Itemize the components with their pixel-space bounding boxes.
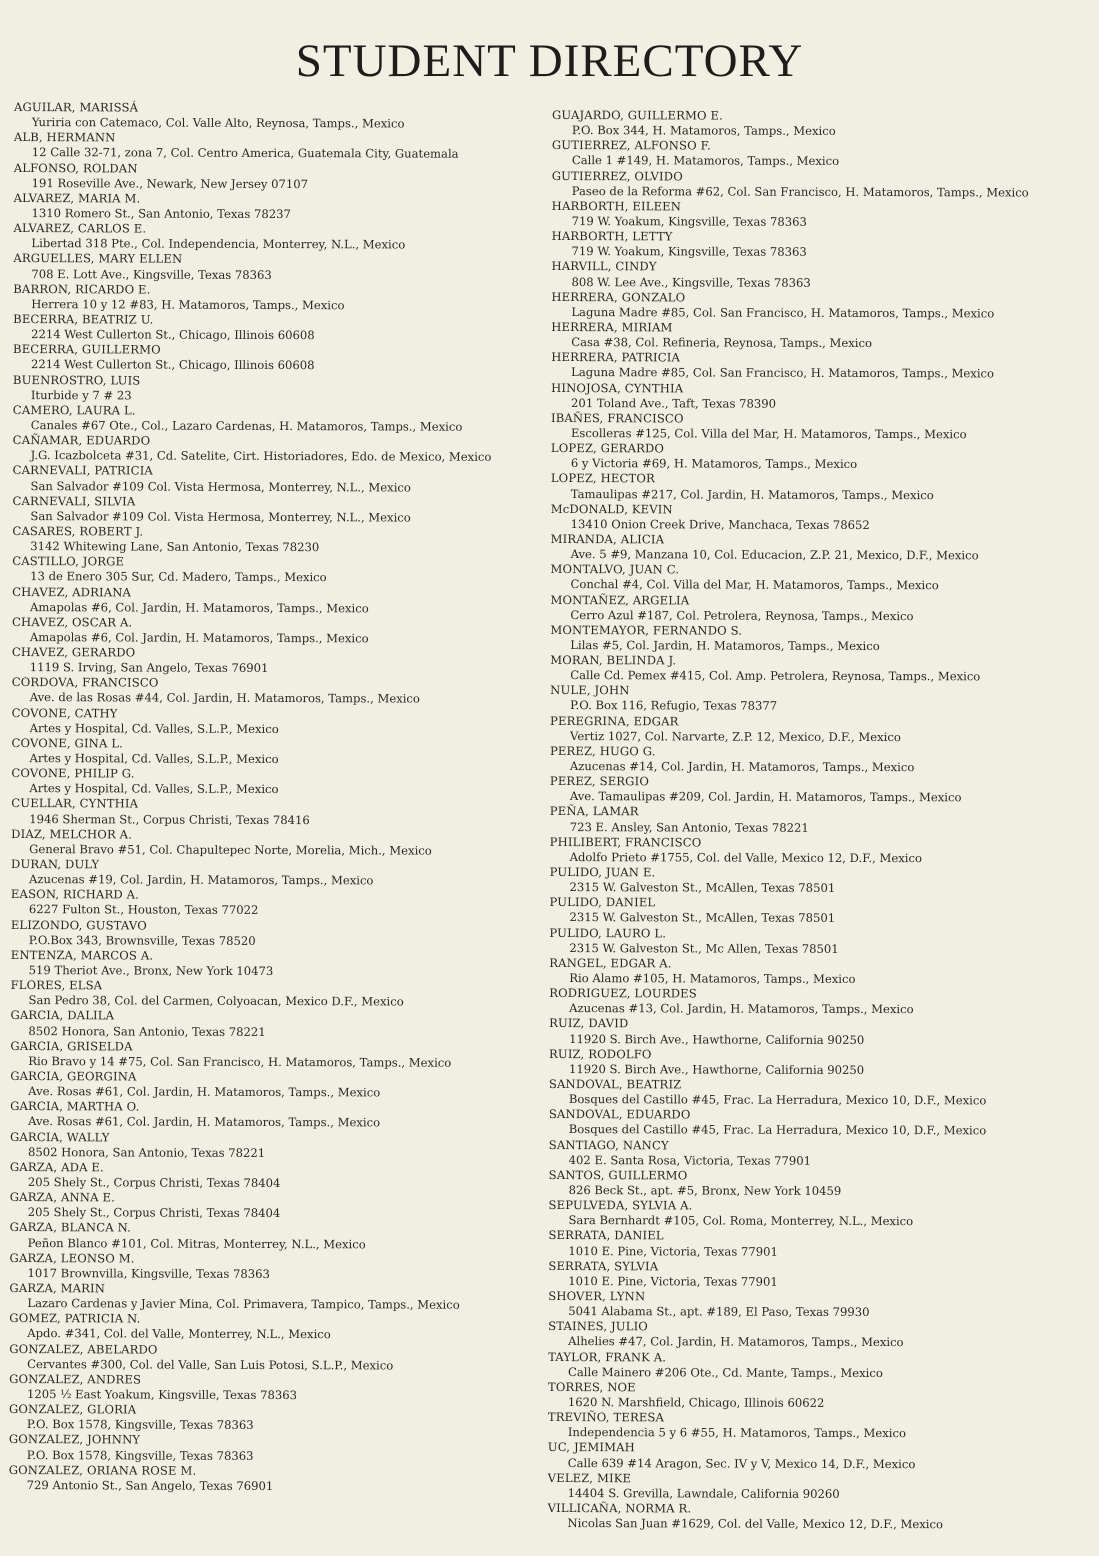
directory-entry	[548, 1410, 1088, 1442]
directory-entry	[11, 978, 551, 1010]
directory-entry	[551, 259, 1091, 291]
directory-entry	[550, 653, 1090, 685]
directory-entry	[9, 1463, 549, 1495]
directory-entry	[551, 532, 1091, 564]
student-address: P.O. Box 1578, Kingsville, Texas 78363	[26, 1417, 254, 1433]
directory-entry	[12, 463, 552, 495]
directory-entry	[11, 918, 551, 950]
directory-entry	[11, 887, 551, 919]
student-name: GONZALEZ, ORIANA ROSE M.	[8, 1462, 197, 1478]
student-name: ENTENZA, MARCOS A.	[10, 947, 154, 963]
student-address: Artes y Hospital, Cd. Valles, S.L.P., Mexico	[29, 751, 279, 767]
directory-entry	[548, 1440, 1088, 1472]
student-address: 191 Roseville Ave., Newark, New Jersey 07107	[31, 175, 309, 191]
student-address: 11920 S. Birch Ave., Hawthorne, California 90250	[568, 1061, 865, 1077]
student-address: 13410 Onion Creek Drive, Manchaca, Texas 78652	[570, 516, 870, 532]
student-address: Conchal #4, Col. Villa del Mar, H. Matamoros, Tamps., Mexico	[570, 577, 939, 593]
student-name: GARZA, BLANCA N.	[9, 1220, 132, 1235]
student-address: Laguna Madre #85, Col. San Francisco, H. Matamoros, Tamps., Mexico	[571, 365, 995, 381]
directory-entry	[10, 1160, 550, 1192]
directory-entry	[14, 161, 554, 193]
student-address: Azucenas #13, Col. Jardin, H. Matamoros, Tamps., Mexico	[569, 1001, 914, 1017]
directory-entry	[11, 948, 551, 980]
student-name: SANTIAGO, NANCY	[548, 1137, 669, 1152]
student-name: PEREZ, SERGIO	[549, 774, 650, 789]
student-address: 719 W. Yoakum, Kingsville, Texas 78363	[571, 214, 807, 229]
student-name: BARRON, RICARDO E.	[13, 281, 151, 297]
student-name: GARCIA, DALILA	[10, 1008, 115, 1023]
student-name: BECERRA, GUILLERMO	[13, 342, 161, 357]
student-name: BECERRA, BEATRIZ U.	[13, 311, 154, 327]
student-address: Libertad 318 Pte., Col. Independencia, Monterrey, N.L., Mexico	[31, 236, 406, 252]
student-name: CORDOVA, FRANCISCO	[11, 675, 159, 690]
page-title: STUDENT DIRECTORY	[295, 35, 804, 87]
student-name: RUIZ, RODOLFO	[549, 1046, 652, 1062]
student-name: McDONALD, KEVIN	[550, 501, 673, 517]
student-name: CHAVEZ, ADRIANA	[12, 584, 132, 599]
student-name: ARGUELLES, MARY ELLEN	[13, 251, 183, 267]
student-name: GUAJARDO, GUILLERMO E.	[551, 108, 724, 123]
student-address: Azucenas #19, Col. Jardin, H. Matamoros, Tamps., Mexico	[28, 872, 374, 888]
student-name: HINOJOSA, CYNTHIA	[551, 380, 684, 395]
directory-entry	[551, 502, 1091, 534]
student-name: GONZALEZ, ANDRES	[9, 1371, 142, 1387]
directory-entry	[549, 926, 1089, 958]
directory-entry	[549, 1077, 1089, 1109]
student-address: Calle 1 #149, H. Matamoros, Tamps., Mexico	[571, 153, 840, 169]
directory-entry	[9, 1432, 549, 1464]
student-address: Nicolas San Juan #1629, Col. del Valle, Mexico 12, D.F., Mexico	[567, 1516, 943, 1532]
student-address: 1017 Brownvilla, Kingsville, Texas 78363	[27, 1265, 270, 1281]
student-address: Apdo. #341, Col. del Valle, Monterrey, N.L., Mexico	[27, 1326, 331, 1342]
directory-entry	[550, 683, 1090, 715]
directory-entry	[12, 706, 552, 738]
student-name: HERRERA, MIRIAM	[551, 319, 673, 335]
student-name: SANDOVAL, EDUARDO	[548, 1107, 691, 1122]
student-name: VILLICAÑA, NORMA R.	[547, 1500, 692, 1516]
student-name: UC, JEMIMAH	[547, 1440, 635, 1455]
directory-entry	[9, 1372, 549, 1404]
student-address: Artes y Hospital, Cd. Valles, S.L.P., Mexico	[29, 720, 279, 736]
student-address: 1010 E. Pine, Victoria, Texas 77901	[568, 1243, 778, 1259]
student-address: Canales #67 Ote., Col., Lazaro Cardenas, H. Matamoros, Tamps., Mexico	[30, 418, 463, 434]
student-address: J.G. Icazbolceta #31, Cd. Satelite, Cirt. Historiadores, Edo. de Mexico, Mexico	[30, 448, 492, 465]
directory-entry	[14, 191, 554, 223]
directory-entry	[550, 835, 1090, 867]
student-name: GOMEZ, PATRICIA N.	[9, 1311, 141, 1326]
directory-entry	[13, 282, 553, 314]
student-name: DURAN, DULY	[11, 857, 100, 872]
student-address: Bosques del Castillo #45, Frac. La Herradura, Mexico 10, D.F., Mexico	[568, 1122, 987, 1138]
student-address: Azucenas #14, Col. Jardin, H. Matamoros, Tamps., Mexico	[569, 759, 915, 775]
student-name: MORAN, BELINDA J.	[550, 653, 677, 668]
student-name: GONZALEZ, ABELARDO	[9, 1341, 158, 1357]
student-name: MONTEMAYOR, FERNANDO S.	[550, 622, 743, 638]
directory-entry	[548, 1501, 1088, 1533]
directory-entry	[549, 986, 1089, 1018]
directory-entry	[11, 796, 551, 828]
student-address: 205 Shely St., Corpus Christi, Texas 78404	[27, 1205, 281, 1221]
directory-entry	[12, 554, 552, 586]
directory-entry	[9, 1311, 549, 1343]
directory-entry	[10, 1099, 550, 1131]
student-address: Iturbide y 7 # 23	[30, 387, 132, 403]
directory-entry	[550, 774, 1090, 806]
student-address: 12 Calle 32-71, zona 7, Col. Centro America, Guatemala City, Guatemala	[31, 145, 459, 162]
student-address: 1205 ½ East Yoakum, Kingsville, Texas 78363	[27, 1387, 298, 1403]
directory-entry	[549, 1016, 1089, 1048]
directory-entry	[13, 221, 553, 253]
student-address: P.O. Box 1578, Kingsville, Texas 78363	[26, 1447, 254, 1463]
student-name: CAÑAMAR, EDUARDO	[12, 433, 151, 448]
student-name: ALVAREZ, CARLOS E.	[13, 221, 147, 236]
student-address: 1620 N. Marshfield, Chicago, Illinois 60622	[567, 1395, 825, 1410]
student-address: P.O. Box 344, H. Matamoros, Tamps., Mexico	[571, 123, 836, 139]
student-name: LOPEZ, HECTOR	[550, 471, 655, 486]
student-name: CUELLAR, CYNTHIA	[11, 796, 139, 811]
student-name: EASON, RICHARD A.	[10, 887, 140, 902]
student-name: GARZA, ADA E.	[9, 1159, 104, 1175]
student-name: RANGEL, EDGAR A.	[549, 955, 672, 971]
student-name: VELEZ, MIKE	[547, 1470, 632, 1485]
directory-entry	[550, 623, 1090, 655]
student-address: 14404 S. Grevilla, Lawndale, California 90260	[567, 1485, 840, 1501]
student-name: HARBORTH, LETTY	[551, 229, 673, 244]
student-name: ALB, HERMANN	[13, 130, 116, 145]
student-name: COVONE, PHILIP G.	[11, 766, 135, 781]
directory-entry	[551, 441, 1091, 473]
student-address: 2315 W. Galveston St., Mc Allen, Texas 78501	[569, 940, 839, 956]
student-name: CHAVEZ, GERARDO	[11, 645, 136, 660]
student-address: Amapolas #6, Col. Jardin, H. Matamoros, Tamps., Mexico	[30, 599, 369, 616]
directory-entry	[551, 471, 1091, 503]
student-address: San Pedro 38, Col. del Carmen, Colyoacan, Mexico D.F., Mexico	[28, 993, 404, 1009]
student-name: TORRES, NOE	[547, 1379, 636, 1395]
student-name: SHOVER, LYNN	[548, 1288, 646, 1304]
student-address: Tamaulipas #217, Col. Jardin, H. Matamoros, Tamps., Mexico	[570, 486, 934, 502]
student-address: 402 E. Santa Rosa, Victoria, Texas 77901	[568, 1152, 812, 1168]
student-name: CAMERO, LAURA L.	[12, 402, 136, 418]
student-name: GUTIERREZ, OLVIDO	[551, 168, 683, 183]
directory-entry	[549, 895, 1089, 927]
student-address: P.O. Box 116, Refugio, Texas 78377	[570, 698, 778, 714]
student-name: HERRERA, GONZALO	[551, 289, 686, 305]
student-name: HERRERA, PATRICIA	[551, 350, 681, 365]
student-address: 2315 W. Galveston St., McAllen, Texas 78501	[569, 880, 836, 896]
student-address: Artes y Hospital, Cd. Valles, S.L.P., Mexico	[29, 781, 279, 797]
student-address: 5041 Alabama St., apt. #189, El Paso, Texas 79930	[568, 1304, 870, 1320]
student-address: Ave. Rosas #61, Col. Jardin, H. Matamoros, Tamps., Mexico	[28, 1084, 381, 1100]
student-address: 1310 Romero St., San Antonio, Texas 78237	[31, 206, 291, 222]
student-name: RODRIGUEZ, LOURDES	[549, 986, 697, 1001]
directory-entry	[548, 1259, 1088, 1291]
directory-entry	[12, 524, 552, 556]
directory-entry	[548, 1289, 1088, 1321]
student-name: FLORES, ELSA	[10, 978, 103, 993]
student-address: 11920 S. Birch Ave., Hawthorne, California 90250	[569, 1031, 865, 1047]
directory-entry	[552, 229, 1092, 261]
student-address: 6227 Fulton St., Houston, Texas 77022	[28, 902, 259, 918]
directory-entry	[11, 736, 551, 768]
directory-entry	[9, 1281, 549, 1313]
directory-entry	[10, 1069, 550, 1101]
directory-entry	[10, 1130, 550, 1162]
student-name: GARCIA, MARTHA O.	[10, 1099, 140, 1114]
student-address: Alhelies #47, Col. Jardin, H. Matamoros, Tamps., Mexico	[568, 1334, 904, 1350]
student-address: 8502 Honora, San Antonio, Texas 78221	[28, 1023, 266, 1039]
student-address: P.O.Box 343, Brownsville, Texas 78520	[28, 932, 256, 948]
student-address: 1119 S. Irving, San Angelo, Texas 76901	[29, 660, 269, 676]
directory-entry	[13, 251, 553, 283]
student-address: 1010 E. Pine, Victoria, Texas 77901	[568, 1273, 778, 1289]
student-name: HARVILL, CINDY	[551, 259, 657, 274]
student-address: Laguna Madre #85, Col. San Francisco, H. Matamoros, Tamps., Mexico	[571, 304, 995, 321]
student-address: 808 W. Lee Ave., Kingsville, Texas 78363	[571, 274, 811, 290]
directory-entry	[550, 592, 1090, 624]
student-address: 6 y Victoria #69, H. Matamoros, Tamps., Mexico	[570, 456, 858, 472]
directory-entry	[13, 433, 553, 465]
directory-entry	[11, 827, 551, 859]
student-address: Cerro Azul #187, Col. Petrolera, Reynosa, Tamps., Mexico	[570, 607, 914, 623]
directory-entry	[551, 350, 1091, 382]
directory-entry	[12, 675, 552, 707]
directory-entry	[551, 320, 1091, 352]
directory-entry	[11, 766, 551, 798]
student-address: Sara Bernhardt #105, Col. Roma, Monterrey, N.L., Mexico	[568, 1213, 914, 1229]
directory-entry	[13, 312, 553, 344]
student-address: 519 Theriot Ave., Bronx, New York 10473	[28, 963, 274, 979]
student-address: 205 Shely St., Corpus Christi, Texas 78404	[27, 1175, 281, 1191]
directory-entry	[14, 100, 554, 132]
student-address: Cervantes #300, Col. del Valle, San Luis Potosi, S.L.P., Mexico	[27, 1356, 394, 1373]
student-address: Paseo de la Reforma #62, Col. San Francisco, H. Matamoros, Tamps., Mexico	[571, 183, 1029, 200]
student-address: 1946 Sherman St., Corpus Christi, Texas 78416	[29, 811, 310, 827]
student-name: MONTAÑEZ, ARGELIA	[550, 592, 690, 607]
directory-entry	[550, 865, 1090, 897]
student-address: 719 W. Yoakum, Kingsville, Texas 78363	[571, 244, 807, 260]
student-address: Ave. Tamaulipas #209, Col. Jardin, H. Matamoros, Tamps., Mexico	[569, 789, 962, 805]
student-address: San Salvador #109 Col. Vista Hermosa, Monterrey, N.L., Mexico	[30, 508, 411, 525]
student-address: Lilas #5, Col. Jardin, H. Matamoros, Tamps., Mexico	[570, 637, 880, 653]
student-name: GARCIA, GEORGINA	[10, 1068, 137, 1084]
student-name: SEPULVEDA, SYLVIA A.	[548, 1198, 693, 1213]
left-column	[9, 100, 554, 1495]
student-address: Herrera 10 y 12 #83, H. Matamoros, Tamps., Mexico	[31, 296, 345, 313]
directory-entry	[10, 1220, 550, 1252]
student-name: ELIZONDO, GUSTAVO	[10, 917, 147, 933]
directory-entry	[12, 494, 552, 526]
right-column	[548, 108, 1092, 1533]
student-name: NULE, JOHN	[550, 683, 630, 698]
directory-entry	[550, 744, 1090, 776]
student-name: LOPEZ, GERARDO	[550, 441, 665, 456]
student-name: GARCIA, GRISELDA	[10, 1038, 133, 1054]
student-name: AGUILAR, MARISSÁ	[13, 100, 139, 115]
directory-entry	[548, 1319, 1088, 1351]
student-address: 729 Antonio St., San Angelo, Texas 76901	[26, 1477, 274, 1493]
directory-entry	[10, 1190, 550, 1222]
directory-entry	[552, 169, 1092, 201]
student-name: PEREZ, HUGO G.	[549, 743, 656, 759]
student-address: Yuriria con Catemaco, Col. Valle Alto, Reynosa, Tamps., Mexico	[31, 115, 405, 131]
student-name: ALFONSO, ROLDAN	[13, 160, 138, 176]
directory-entry	[548, 1350, 1088, 1382]
student-name: CHAVEZ, OSCAR A.	[11, 614, 133, 630]
directory-entry	[552, 138, 1092, 170]
student-name: RUIZ, DAVID	[549, 1016, 629, 1031]
directory-entry	[548, 1198, 1088, 1230]
student-name: GONZALEZ, JOHNNY	[8, 1432, 141, 1447]
directory-entry	[549, 1107, 1089, 1139]
directory-entry	[549, 1138, 1089, 1170]
student-name: CARNEVALI, SILVIA	[12, 493, 136, 509]
student-name: GARZA, LEONSO M.	[9, 1250, 135, 1266]
student-name: SERRATA, DANIEL	[548, 1228, 664, 1243]
student-address: 2315 W. Galveston St., McAllen, Texas 78501	[569, 910, 836, 926]
student-name: GARZA, MARIN	[9, 1280, 106, 1296]
student-name: CARNEVALI, PATRICIA	[12, 463, 153, 478]
student-name: GUTIERREZ, ALFONSO F.	[551, 138, 711, 153]
student-name: GARCIA, WALLY	[9, 1129, 110, 1144]
student-name: STAINES, JULIO	[548, 1319, 649, 1334]
directory-entry	[13, 373, 553, 405]
student-name: SERRATA, SYLVIA	[548, 1258, 659, 1274]
student-name: TREVIÑO, TERESA	[547, 1410, 665, 1425]
student-address: 723 E. Ansley, San Antonio, Texas 78221	[569, 819, 809, 835]
directory-entry	[551, 411, 1091, 443]
directory-entry	[549, 1168, 1089, 1200]
student-name: PULIDO, LAURO L.	[549, 925, 667, 940]
student-address: 201 Toland Ave., Taft, Texas 78390	[571, 395, 777, 411]
directory-entry	[550, 714, 1090, 746]
directory-entry	[552, 199, 1092, 231]
student-name: BUENROSTRO, LUIS	[12, 372, 141, 388]
directory-entry	[13, 342, 553, 374]
directory-entry	[12, 584, 552, 616]
directory-entry	[12, 615, 552, 647]
directory-entry	[550, 562, 1090, 594]
directory-entry	[10, 1008, 550, 1040]
student-address: Casa #38, Col. Refineria, Reynosa, Tamps., Mexico	[571, 335, 873, 351]
student-name: COVONE, GINA L.	[11, 735, 124, 751]
student-name: PEÑA, LAMAR	[549, 804, 639, 819]
student-name: GARZA, ANNA E.	[9, 1190, 115, 1205]
student-address: Escolleras #125, Col. Villa del Mar, H. Matamoros, Tamps., Mexico	[570, 426, 967, 442]
directory-entry	[548, 1228, 1088, 1260]
directory-entry	[13, 403, 553, 435]
student-address: Amapolas #6, Col. Jardin, H. Matamoros, Tamps., Mexico	[29, 629, 369, 646]
student-address: Bosques del Castillo #45, Frac. La Herradura, Mexico 10, D.F., Mexico	[568, 1092, 987, 1108]
student-address: San Salvador #109 Col. Vista Hermosa, Monterrey, N.L., Mexico	[30, 478, 411, 495]
student-name: SANTOS, GUILLERMO	[548, 1167, 688, 1183]
directory-entry	[9, 1402, 549, 1434]
directory-entry	[549, 1047, 1089, 1079]
directory-entry	[548, 1471, 1088, 1503]
student-name: DIAZ, MELCHOR A.	[11, 826, 133, 842]
student-address: Adolfo Prieto #1755, Col. del Valle, Mexico 12, D.F., Mexico	[569, 849, 922, 866]
directory-entry	[548, 1380, 1088, 1412]
student-address: Independencia 5 y 6 #55, H. Matamoros, Tamps., Mexico	[567, 1425, 906, 1441]
student-name: PULIDO, JUAN E.	[549, 865, 656, 880]
directory-entry	[551, 381, 1091, 413]
student-address: Lazaro Cardenas y Javier Mina, Col. Primavera, Tampico, Tamps., Mexico	[27, 1296, 460, 1312]
student-address: Ave. 5 #9, Manzana 10, Col. Educacion, Z.P. 21, Mexico, D.F., Mexico	[570, 547, 979, 563]
directory-entry	[11, 857, 551, 889]
student-address: Ave. de las Rosas #44, Col. Jardin, H. Matamoros, Tamps., Mexico	[29, 690, 420, 707]
student-name: GONZALEZ, GLORIA	[8, 1402, 137, 1417]
directory-entry	[14, 130, 554, 162]
student-name: MIRANDA, ALICIA	[550, 531, 665, 547]
student-name: HARBORTH, EILEEN	[551, 198, 682, 214]
student-name: PHILIBERT, FRANCISCO	[549, 834, 702, 850]
student-name: COVONE, CATHY	[11, 705, 118, 721]
student-name: PEREGRINA, EDGAR	[550, 713, 679, 729]
student-address: 13 de Enero 305 Sur, Cd. Madero, Tamps., Mexico	[30, 569, 327, 585]
student-address: Rio Bravo y 14 #75, Col. San Francisco, H. Matamoros, Tamps., Mexico	[28, 1053, 452, 1070]
student-address: 2214 West Cullerton St., Chicago, Illinois 60608	[30, 357, 315, 373]
student-address: 3142 Whitewing Lane, San Antonio, Texas 78230	[30, 539, 320, 555]
student-name: TAYLOR, FRANK A.	[548, 1349, 667, 1364]
student-name: CASARES, ROBERT J.	[12, 523, 144, 539]
student-address: Ave. Rosas #61, Col. Jardin, H. Matamoros, Tamps., Mexico	[28, 1114, 381, 1130]
student-address: Rio Alamo #105, H. Matamoros, Tamps., Mexico	[569, 971, 856, 986]
student-address: Vertiz 1027, Col. Narvarte, Z.P. 12, Mexico, D.F., Mexico	[570, 728, 901, 744]
directory-entry	[552, 108, 1092, 140]
directory-entry	[9, 1342, 549, 1374]
student-address: Peñon Blanco #101, Col. Mitras, Monterrey, N.L., Mexico	[27, 1235, 366, 1251]
student-address: Calle Mainero #206 Ote., Cd. Mante, Tamps., Mexico	[568, 1364, 883, 1380]
directory-entry	[9, 1251, 549, 1283]
student-address: Calle 639 #14 Aragon, Sec. IV y V, Mexico 14, D.F., Mexico	[567, 1455, 916, 1471]
student-name: ALVAREZ, MARIA M.	[13, 190, 141, 206]
student-name: IBAÑES, FRANCISCO	[551, 410, 684, 426]
student-address: 2214 West Cullerton St., Chicago, Illinois 60608	[31, 327, 315, 343]
student-name: CASTILLO, JORGE	[12, 554, 125, 569]
directory-entry	[551, 290, 1091, 322]
student-address: Calle Cd. Pemex #415, Col. Amp. Petrolera, Reynosa, Tamps., Mexico	[570, 668, 981, 684]
student-name: SANDOVAL, BEATRIZ	[548, 1076, 682, 1092]
directory-entry	[12, 645, 552, 677]
directory-entry	[550, 804, 1090, 836]
student-address: 8502 Honora, San Antonio, Texas 78221	[27, 1144, 266, 1160]
student-name: MONTALVO, JUAN C.	[550, 562, 680, 577]
student-name: PULIDO, DANIEL	[549, 895, 656, 910]
student-address: General Bravo #51, Col. Chapultepec Norte, Morelia, Mich., Mexico	[29, 841, 432, 858]
student-address: 826 Beck St., apt. #5, Bronx, New York 10459	[568, 1183, 842, 1198]
directory-entry	[549, 956, 1089, 988]
student-address: 708 E. Lott Ave., Kingsville, Texas 78363	[31, 266, 272, 282]
directory-entry	[10, 1039, 550, 1071]
